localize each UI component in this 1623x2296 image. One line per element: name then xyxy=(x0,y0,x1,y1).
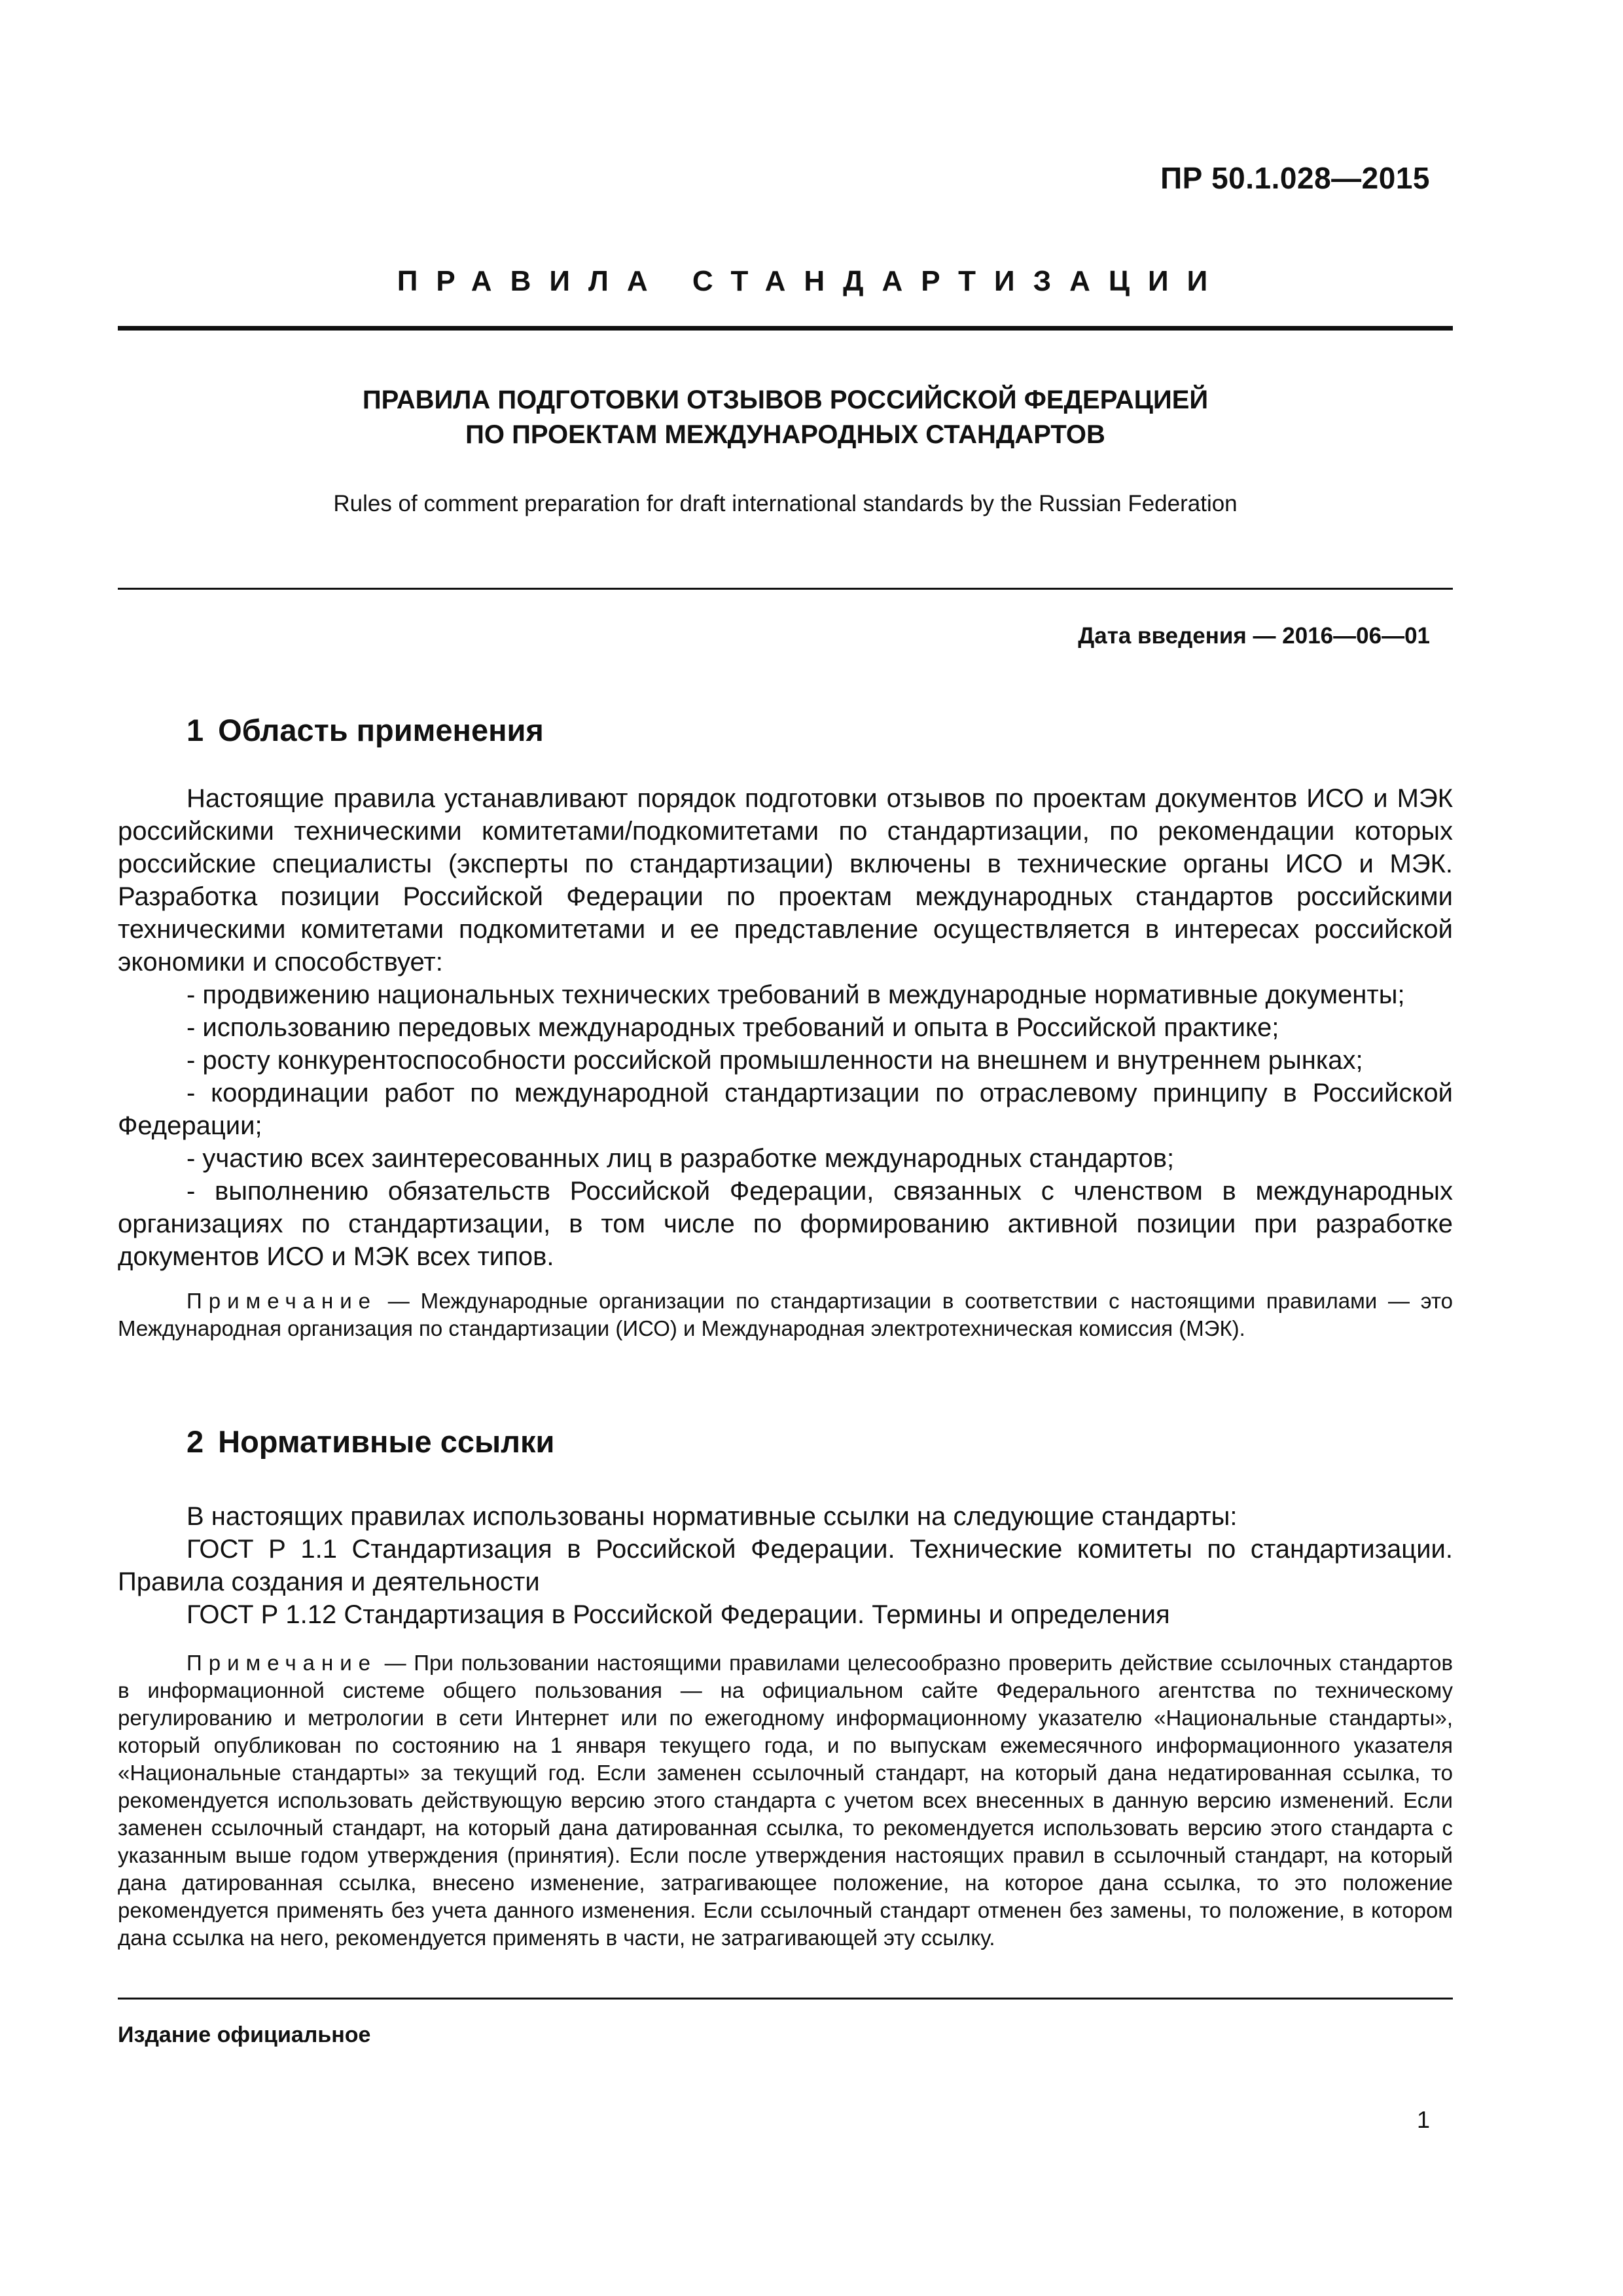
title-line-1: ПРАВИЛА ПОДГОТОВКИ ОТЗЫВОВ РОССИЙСКОЙ ФЕДЕРАЦИЕЙ xyxy=(362,386,1209,414)
reference-item: ГОСТ Р 1.12 Стандартизация в Российской Федерации. Термины и определения xyxy=(187,1600,1170,1629)
section-2-intro: В настоящих правилах использованы нормативные ссылки на следующие стандарты: xyxy=(187,1502,1238,1531)
list-item: - участию всех заинтересованных лиц в разработке международных стандартов; xyxy=(187,1144,1175,1173)
edition-label: Издание официальное xyxy=(118,2022,371,2047)
header-rule xyxy=(118,326,1453,331)
section-1-title: Область применения xyxy=(218,713,544,747)
section-2-heading xyxy=(187,1424,554,1460)
footer-rule xyxy=(118,1998,1453,2000)
list-item: - использованию передовых международных требований и опыта в Российской практике; xyxy=(187,1013,1279,1042)
title-rule xyxy=(118,588,1453,590)
series-title: ПРАВИЛА СТАНДАРТИЗАЦИИ xyxy=(397,265,1226,297)
note-label: Примечание xyxy=(187,1289,378,1313)
note-text: — При пользовании настоящими правилами целесообразно проверить действие ссылочных стандартов в информационной системе общего пользования — на официальном сайте Федерального агентства по техническому регулированию и метрологии в сети Интернет или по ежегодному информационному указателю «Национальные стандарты», который опубликован по состоянию на 1 января текущего года, и по выпускам ежемесячного информационного указателя «Национальные стандарты» за текущий год. Если заменен ссылочный стандарт, на который дана недатированная ссылка, то рекомендуется использовать действующую версию этого стандарта с учетом всех внесенных в данную версию изменений. Если заменен ссылочный стандарт, на который дана датированная ссылка, то рекомендуется использовать версию этого стандарта с указанным выше годом утверждения (принятия). Если после утверждения настоящих правил в ссылочный стандарт, на который дана датированная ссылка, внесено изменение, затрагивающее положение, на которое дана ссылка, то это положение рекомендуется применять без учета данного изменения. Если ссылочный стандарт отменен без замены, то положение, в котором дана ссылка на него, рекомендуется применять в части, не затрагивающей эту ссылку. xyxy=(118,1651,1453,1950)
document-title xyxy=(118,383,1453,452)
reference-item: ГОСТ Р 1.1 Стандартизация в Российской Федерации. Технические комитеты по стандартизации. Правила создания и деятельности xyxy=(118,1535,1453,1596)
section-1-note xyxy=(118,1287,1453,1342)
section-2-title: Нормативные ссылки xyxy=(218,1424,555,1459)
section-2-body xyxy=(118,1500,1453,1952)
title-line-2: ПО ПРОЕКТАМ МЕЖДУНАРОДНЫХ СТАНДАРТОВ xyxy=(465,420,1105,449)
document-code: ПР 50.1.028—2015 xyxy=(1160,161,1430,195)
section-1-body xyxy=(118,782,1453,1342)
list-item: - продвижению национальных технических требований в международные нормативные документы; xyxy=(187,980,1405,1009)
section-2-number: 2 xyxy=(187,1424,204,1459)
note-text: — Международные организации по стандартизации в соответствии с настоящими правилами — это Международная организация по стандартизации (ИСО) и Международная электротехническая комиссия (МЭК). xyxy=(118,1289,1453,1340)
list-item: - росту конкурентоспособности российской промышленности на внешнем и внутреннем рынках; xyxy=(187,1046,1363,1075)
section-1-number: 1 xyxy=(187,713,204,747)
section-2-note xyxy=(118,1649,1453,1952)
list-item: - координации работ по международной стандартизации по отраслевому принципу в Российской Федерации; xyxy=(118,1079,1453,1140)
introduction-date: Дата введения — 2016—06—01 xyxy=(1078,623,1430,649)
section-1-intro: Настоящие правила устанавливают порядок подготовки отзывов по проектам документов ИСО и МЭК российскими техническими комитетами/подкомитетами по стандартизации, по рекомендации которых российские специалисты (эксперты по стандартизации) включены в технические органы ИСО и МЭК. Разработка позиции Российской Федерации по проектам международных стандартов российскими техническими комитетами подкомитетами и ее представление осуществляется в интересах российской экономики и способствует: xyxy=(118,784,1453,977)
section-1-heading xyxy=(187,712,544,748)
note-label: Примечание xyxy=(187,1651,378,1675)
english-title: Rules of comment preparation for draft international standards by the Russian Federation xyxy=(333,491,1238,516)
page-number: 1 xyxy=(1416,2106,1430,2133)
list-item: - выполнению обязательств Российской Федерации, связанных с членством в международных организациях по стандартизации, в том числе по формированию активной позиции при разработке документов ИСО и МЭК всех типов. xyxy=(118,1177,1453,1271)
